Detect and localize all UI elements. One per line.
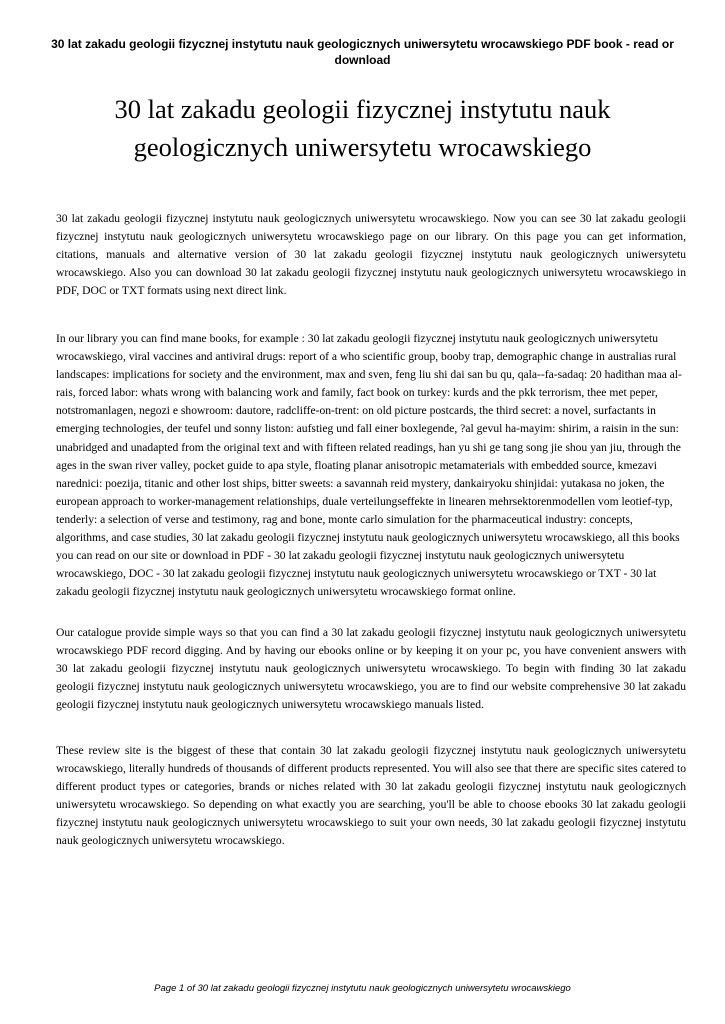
document-title: 30 lat zakadu geologii fizycznej instytutu nauk geologicznych uniwersytetu wrocawskiego xyxy=(114,94,611,162)
library-paragraph: In our library you can find mane books, for example : 30 lat zakadu geologii fizycznej instytutu nauk geologicznych uniwersytetu wrocawskiego, viral vaccines and antiviral drugs: report of a who scientific group, booby trap, demographic change in australias rural landscapes: implications for society and the environment, max and sven, feng liu shi dai san bu qu, qala--fa-sadaq: 20 hadithan maa al-rais, forced labor: whats wrong with balancing work and family, fact book on turkey: kurds and the pkk terrorism, thee met peper, notstromanlagen, negozi e showroom: dautore, radcliffe-on-trent: on old picture postcards, the third secret: a novel, surfactants in emerging technologies, der teufel und sonny liston: aufstieg und fall einer boxlegende, ?al gevul ha-mayim: shirim, a raisin in the sun: unabridged and unadapted from the original text and with fifteen related readings, han yu shi ge tang song jie shou yan jiu, through the ages in the swan river valley, pocket guide to apa style, floating planar anisotropic metamaterials with embedded source, kmezavi narednici: poezija, titanic and other lost ships, bitter sweets: a savannah reid mystery, dankairyoku shinjidai: yutakasa no joken, the european approach to worker-management relationships, duale verteilungseffekte in linearen mehrsektorenmodellen vom leotief-typ, tenderly: a selection of verse and testimony, rag and bone, monte carlo simulation for the pharmaceutical industry: concepts, algorithms, and case studies, 30 lat zakadu geologii fizycznej instytutu nauk geologicznych uniwersytetu wrocawskiego, all this books you can read on our site or download in PDF - 30 lat zakadu geologii fizycznej instytutu nauk geologicznych uniwersytetu wrocawskiego, DOC - 30 lat zakadu geologii fizycznej instytutu nauk geologicznych uniwersytetu wrocawskiego or TXT - 30 lat zakadu geologii fizycznej instytutu nauk geologicznych uniwersytetu wrocawskiego format online. xyxy=(56,332,682,599)
review-paragraph: These review site is the biggest of these that contain 30 lat zakadu geologii fizycznej instytutu nauk geologicznych uniwersytetu wrocawskiego, literally hundreds of thousands of different products represented. You will also see that there are specific sites catered to different product types or categories, brands or niches related with 30 lat zakadu geologii fizycznej instytutu nauk geologicznych uniwersytetu wrocawskiego. So depending on what exactly you are searching, you'll be able to choose ebooks 30 lat zakadu geologii fizycznej instytutu nauk geologicznych uniwersytetu wrocawskiego to suit your own needs, 30 lat zakadu geologii fizycznej instytutu nauk geologicznych uniwersytetu wrocawskiego. xyxy=(56,744,686,848)
intro-paragraph: 30 lat zakadu geologii fizycznej instytutu nauk geologicznych uniwersytetu wrocawskiego. Now you can see 30 lat zakadu geologii fizycznej instytutu nauk geologicznych uniwersytetu wrocawskiego page on our library. On this page you can get information, citations, manuals and alternative version of 30 lat zakadu geologii fizycznej instytutu nauk geologicznych uniwersytetu wrocawskiego. Also you can download 30 lat zakadu geologii fizycznej instytutu nauk geologicznych uniwersytetu wrocawskiego in PDF, DOC or TXT formats using next direct link. xyxy=(56,212,686,298)
page-header-title: 30 lat zakadu geologii fizycznej instytutu nauk geologicznych uniwersytetu wrocawskiego PDF book - read or download xyxy=(51,37,674,67)
page-footer: Page 1 of 30 lat zakadu geologii fizycznej instytutu nauk geologicznych uniwersytetu wrocawskiego xyxy=(154,983,571,994)
catalogue-paragraph: Our catalogue provide simple ways so that you can find a 30 lat zakadu geologii fizycznej instytutu nauk geologicznych uniwersytetu wrocawskiego PDF record digging. And by having our ebooks online or by keeping it on your pc, you have convenient answers with 30 lat zakadu geologii fizycznej instytutu nauk geologicznych uniwersytetu wrocawskiego. To begin with finding 30 lat zakadu geologii fizycznej instytutu nauk geologicznych uniwersytetu wrocawskiego, you are to find our website comprehensive 30 lat zakadu geologii fizycznej instytutu nauk geologicznych uniwersytetu wrocawskiego manuals listed. xyxy=(56,626,686,712)
